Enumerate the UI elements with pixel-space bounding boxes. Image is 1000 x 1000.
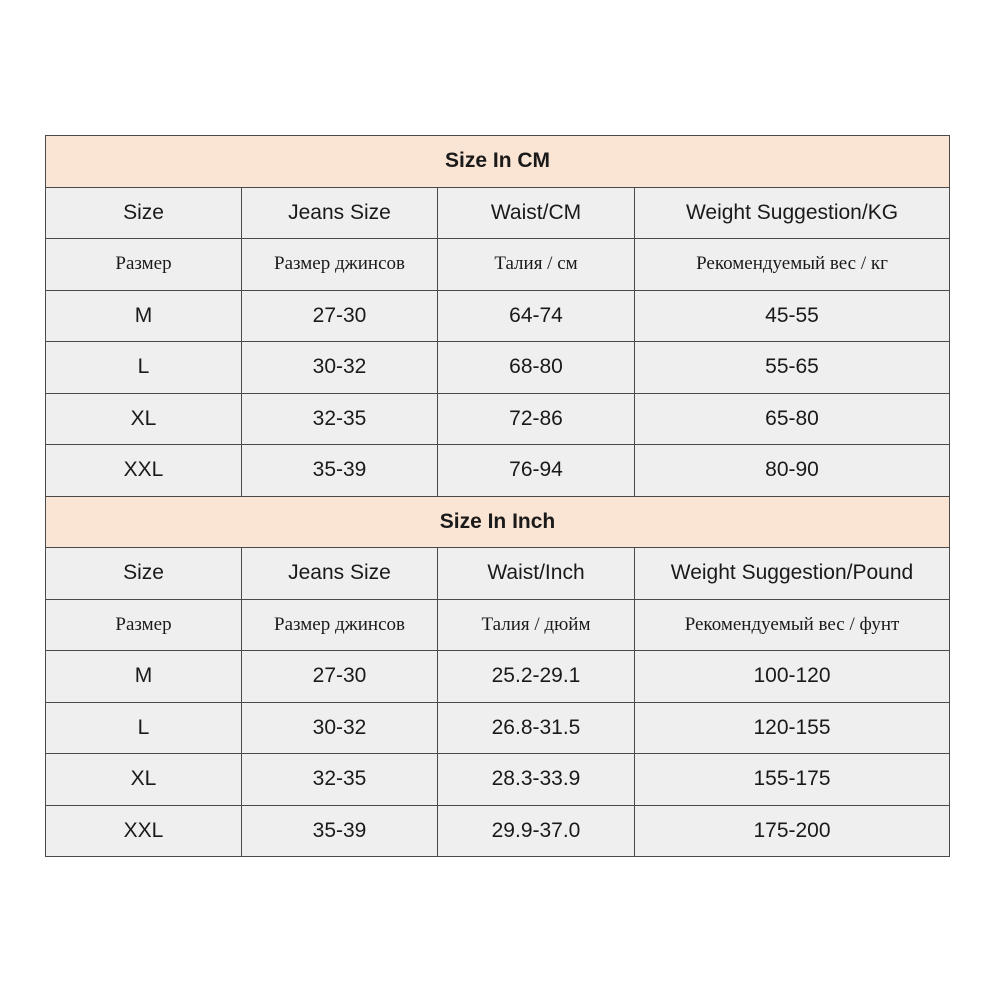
cell-size: L — [46, 702, 242, 754]
header-size: Size — [46, 548, 242, 600]
table-row — [46, 342, 950, 394]
header-waist-ru: Талия / см — [438, 239, 635, 291]
header-weight-ru: Рекомендуемый вес / фунт — [635, 599, 950, 651]
section-title: Size In Inch — [46, 496, 950, 548]
cell-weight: 100-120 — [635, 651, 950, 703]
cell-size: XXL — [46, 805, 242, 857]
header-row-ru — [46, 599, 950, 651]
cell-size: L — [46, 342, 242, 394]
header-row — [46, 187, 950, 239]
table-row — [46, 393, 950, 445]
cell-jeans-size: 35-39 — [242, 445, 438, 497]
cell-waist: 25.2-29.1 — [438, 651, 635, 703]
cell-size: M — [46, 651, 242, 703]
cell-size: XXL — [46, 445, 242, 497]
header-size-ru: Размер — [46, 239, 242, 291]
cell-waist: 26.8-31.5 — [438, 702, 635, 754]
cell-weight: 155-175 — [635, 754, 950, 806]
table-row — [46, 445, 950, 497]
cell-jeans-size: 30-32 — [242, 342, 438, 394]
header-weight: Weight Suggestion/Pound — [635, 548, 950, 600]
header-jeans-size: Jeans Size — [242, 187, 438, 239]
cell-jeans-size: 27-30 — [242, 651, 438, 703]
cell-jeans-size: 35-39 — [242, 805, 438, 857]
section-title-row — [46, 496, 950, 548]
section-title-row — [46, 136, 950, 188]
header-jeans-size-ru: Размер джинсов — [242, 599, 438, 651]
cell-weight: 65-80 — [635, 393, 950, 445]
header-waist: Waist/Inch — [438, 548, 635, 600]
cell-weight: 80-90 — [635, 445, 950, 497]
cell-weight: 45-55 — [635, 290, 950, 342]
header-jeans-size-ru: Размер джинсов — [242, 239, 438, 291]
header-row — [46, 548, 950, 600]
table-row — [46, 651, 950, 703]
cell-jeans-size: 32-35 — [242, 393, 438, 445]
cell-waist: 28.3-33.9 — [438, 754, 635, 806]
cell-waist: 72-86 — [438, 393, 635, 445]
cell-waist: 29.9-37.0 — [438, 805, 635, 857]
cell-weight: 175-200 — [635, 805, 950, 857]
cell-jeans-size: 27-30 — [242, 290, 438, 342]
table-row — [46, 702, 950, 754]
table-row — [46, 754, 950, 806]
cell-waist: 76-94 — [438, 445, 635, 497]
header-size-ru: Размер — [46, 599, 242, 651]
table-row — [46, 290, 950, 342]
cell-size: XL — [46, 393, 242, 445]
cell-weight: 120-155 — [635, 702, 950, 754]
header-row-ru — [46, 239, 950, 291]
header-waist-ru: Талия / дюйм — [438, 599, 635, 651]
header-jeans-size: Jeans Size — [242, 548, 438, 600]
cell-size: XL — [46, 754, 242, 806]
cell-size: M — [46, 290, 242, 342]
cell-jeans-size: 32-35 — [242, 754, 438, 806]
header-size: Size — [46, 187, 242, 239]
cell-weight: 55-65 — [635, 342, 950, 394]
cell-waist: 68-80 — [438, 342, 635, 394]
header-weight: Weight Suggestion/KG — [635, 187, 950, 239]
table-row — [46, 805, 950, 857]
cell-waist: 64-74 — [438, 290, 635, 342]
section-title: Size In CM — [46, 136, 950, 188]
header-waist: Waist/CM — [438, 187, 635, 239]
cell-jeans-size: 30-32 — [242, 702, 438, 754]
header-weight-ru: Рекомендуемый вес / кг — [635, 239, 950, 291]
size-chart-table — [45, 135, 950, 857]
